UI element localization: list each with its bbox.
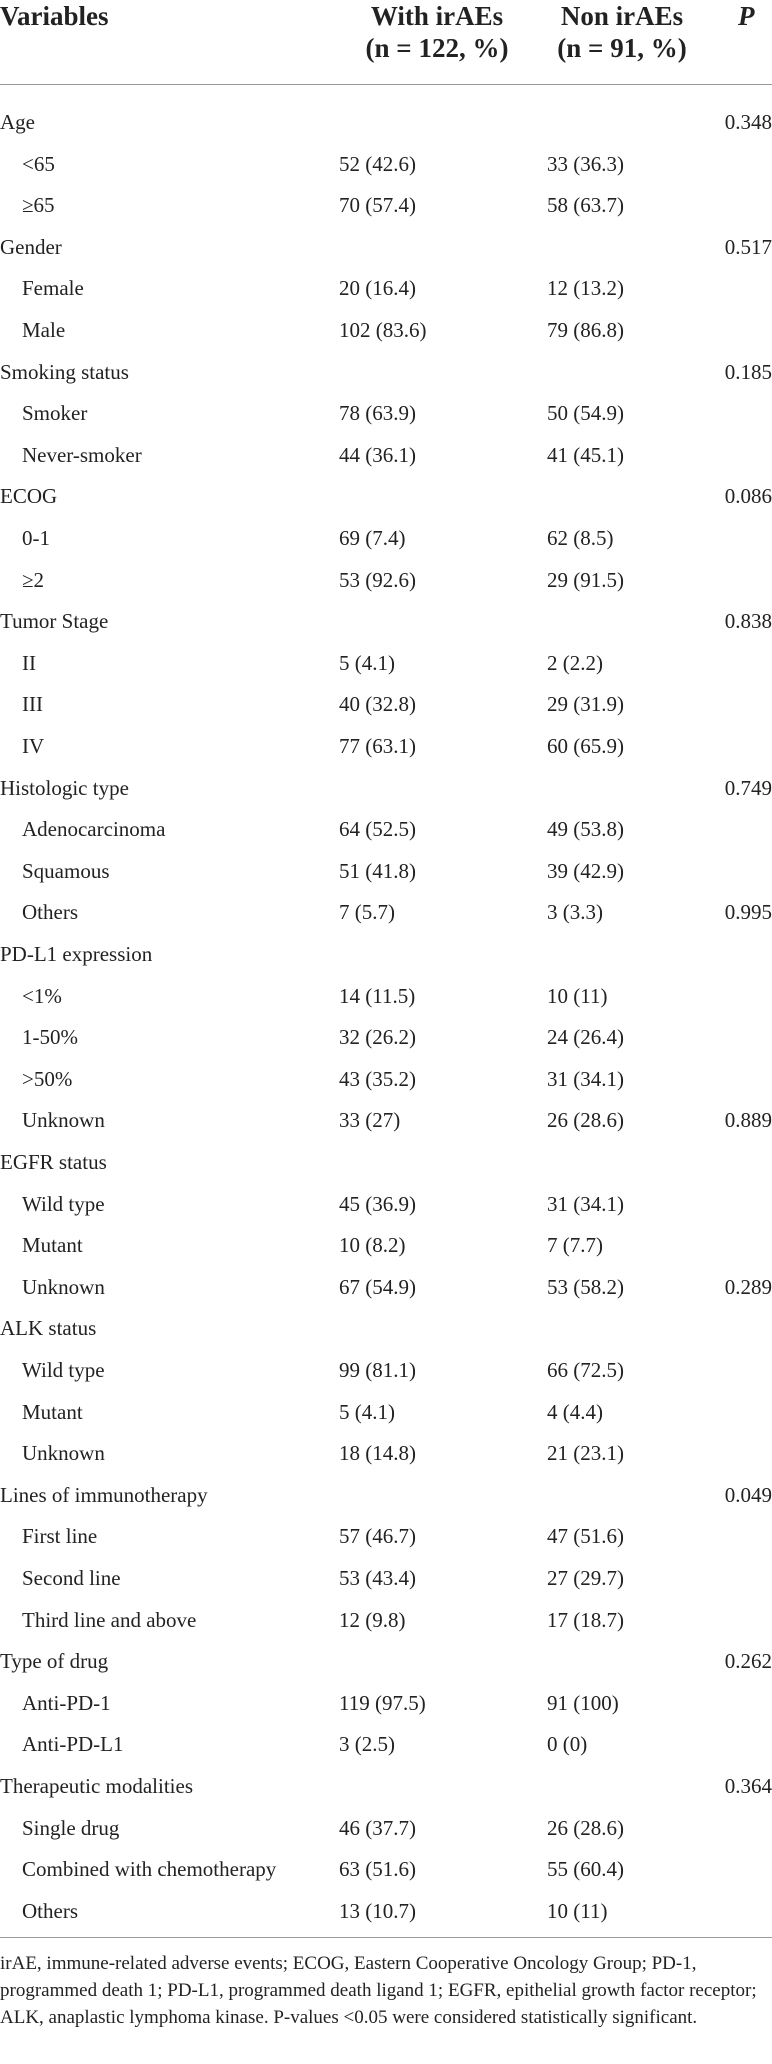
row-non-iraes-value: 55 (60.4): [547, 1857, 624, 1882]
table-row: [0, 1516, 772, 1558]
row-non-iraes-value: 10 (11): [547, 983, 608, 1008]
row-with-iraes-value: 53 (43.4): [339, 1566, 416, 1590]
row-p-value: 0.364: [724, 1774, 772, 1798]
row-label: Lines of immunotherapy: [0, 1482, 208, 1507]
row-non-iraes-value: 41 (45.1): [547, 442, 624, 467]
row-with-iraes-value: 64 (52.5): [339, 817, 416, 842]
row-with-iraes-value: 78 (63.9): [339, 401, 416, 426]
table-row: [0, 518, 772, 560]
row-label: PD-L1 expression: [0, 942, 153, 966]
row-p-value: 0.049: [724, 1482, 772, 1507]
row-with-iraes-value: 57 (46.7): [339, 1524, 416, 1549]
row-with-iraes-value: 3 (2.5): [339, 1732, 395, 1757]
row-label: Combined with chemotherapy: [22, 1857, 277, 1882]
row-label: EGFR status: [0, 1150, 107, 1174]
row-with-iraes-value: 5 (4.1): [339, 1399, 395, 1424]
row-with-iraes-value: 77 (63.1): [339, 734, 416, 758]
row-label: Female: [22, 276, 84, 301]
row-non-iraes-value: 62 (8.5): [547, 526, 614, 550]
row-label: Smoking status: [0, 359, 129, 384]
row-label: Male: [22, 318, 66, 342]
row-with-iraes-value: 46 (37.7): [339, 1815, 416, 1840]
row-label: Anti-PD-1: [22, 1690, 111, 1715]
table-row: [0, 934, 772, 976]
row-p-value: 0.749: [724, 775, 772, 800]
row-p-value: 0.289: [724, 1274, 772, 1299]
row-with-iraes-value: 20 (16.4): [339, 276, 416, 301]
row-p-value: 0.185: [724, 359, 772, 384]
row-label: Squamous: [22, 858, 110, 883]
row-with-iraes-value: 67 (54.9): [339, 1274, 416, 1299]
row-label: Histologic type: [0, 775, 129, 800]
row-non-iraes-value: 50 (54.9): [547, 401, 624, 426]
row-label: Others: [22, 1898, 78, 1923]
row-non-iraes-value: 31 (34.1): [547, 1066, 624, 1091]
row-with-iraes-value: 32 (26.2): [339, 1025, 416, 1050]
table-row: [0, 1392, 772, 1434]
table-row: [0, 185, 772, 227]
table-row: [0, 1017, 772, 1059]
row-label: Type of drug: [0, 1649, 109, 1674]
table-row: [0, 393, 772, 435]
table-row: [0, 851, 772, 893]
row-non-iraes-value: 31 (34.1): [547, 1191, 624, 1216]
table-row: [0, 892, 772, 934]
header-p-value: P: [738, 1, 755, 31]
table-row: [0, 352, 772, 394]
row-non-iraes-value: 79 (86.8): [547, 318, 624, 342]
row-label: Never-smoker: [22, 442, 142, 467]
row-label: Others: [22, 900, 78, 925]
row-non-iraes-value: 12 (13.2): [547, 276, 624, 301]
row-non-iraes-value: 26 (28.6): [547, 1108, 624, 1133]
table-row: [0, 1184, 772, 1226]
table-row: [0, 435, 772, 477]
table-row: [0, 976, 772, 1018]
row-label: Wild type: [22, 1191, 105, 1216]
row-with-iraes-value: 53 (92.6): [339, 567, 416, 592]
table-header: [0, 0, 772, 85]
row-non-iraes-value: 49 (53.8): [547, 817, 624, 842]
table-row: [0, 684, 772, 726]
row-label: ALK status: [0, 1316, 97, 1341]
row-label: 1-50%: [22, 1025, 78, 1050]
table-row: [0, 476, 772, 518]
row-label: Mutant: [22, 1399, 83, 1424]
row-non-iraes-value: 10 (11): [547, 1898, 608, 1923]
row-label: Gender: [0, 234, 62, 259]
row-label: 0-1: [22, 526, 50, 550]
table-row: [0, 1849, 772, 1891]
header-variables: Variables: [0, 1, 109, 31]
row-label: <65: [22, 151, 55, 176]
row-label: First line: [22, 1524, 98, 1549]
header-non-iraes-title: Non irAEs: [560, 1, 684, 31]
row-non-iraes-value: 2 (2.2): [547, 650, 603, 675]
table-row: [0, 1225, 772, 1267]
table-row: [0, 102, 772, 144]
row-label: IV: [22, 734, 45, 758]
table-row: [0, 310, 772, 352]
row-non-iraes-value: 0 (0): [547, 1732, 588, 1757]
row-label: ≥2: [22, 567, 45, 592]
row-non-iraes-value: 60 (65.9): [547, 734, 624, 758]
row-with-iraes-value: 10 (8.2): [339, 1233, 406, 1258]
table-row: [0, 1641, 772, 1683]
table-row: [0, 560, 772, 602]
row-label: Third line and above: [22, 1607, 197, 1632]
row-label: Smoker: [22, 401, 88, 426]
table-row: [0, 1059, 772, 1101]
row-non-iraes-value: 29 (31.9): [547, 692, 624, 717]
row-label: Unknown: [22, 1274, 105, 1299]
row-non-iraes-value: 29 (91.5): [547, 567, 624, 592]
row-label: Wild type: [22, 1358, 105, 1382]
table-row: [0, 1891, 772, 1933]
row-non-iraes-value: 66 (72.5): [547, 1358, 624, 1382]
row-with-iraes-value: 7 (5.7): [339, 900, 395, 925]
row-p-value: 0.995: [724, 900, 772, 925]
row-non-iraes-value: 3 (3.3): [547, 900, 603, 925]
table-row: [0, 601, 772, 643]
table-footnote: irAE, immune-related adverse events; ECOG, Eastern Cooperative Oncology Group; PD-1, programmed death 1; PD-L1, programmed death ligand 1; EGFR, epithelial growth factor receptor; ALK, anaplastic lymphoma kinase. P-values <0.05 were considered statistically significant.: [0, 1953, 757, 2028]
row-with-iraes-value: 70 (57.4): [339, 193, 416, 218]
row-non-iraes-value: 53 (58.2): [547, 1274, 624, 1299]
row-with-iraes-value: 5 (4.1): [339, 650, 395, 675]
table-row: [0, 1308, 772, 1350]
row-non-iraes-value: 39 (42.9): [547, 858, 624, 883]
row-non-iraes-value: 33 (36.3): [547, 151, 624, 176]
row-label: Adenocarcinoma: [22, 817, 166, 842]
row-non-iraes-value: 17 (18.7): [547, 1607, 624, 1632]
row-with-iraes-value: 40 (32.8): [339, 692, 416, 717]
row-label: Therapeutic modalities: [0, 1774, 194, 1798]
row-non-iraes-value: 47 (51.6): [547, 1524, 624, 1549]
row-with-iraes-value: 13 (10.7): [339, 1898, 416, 1923]
row-non-iraes-value: 4 (4.4): [547, 1399, 603, 1424]
table-row: [0, 1267, 772, 1309]
row-with-iraes-value: 52 (42.6): [339, 151, 416, 176]
row-label: Tumor Stage: [0, 609, 109, 634]
table-row: [0, 1558, 772, 1600]
row-label: ECOG: [0, 484, 58, 509]
row-non-iraes-value: 58 (63.7): [547, 193, 624, 218]
row-label: Unknown: [22, 1108, 105, 1133]
table-row: [0, 1808, 772, 1850]
row-label: ≥65: [22, 193, 55, 218]
table-row: [0, 809, 772, 851]
row-with-iraes-value: 69 (7.4): [339, 526, 406, 550]
row-with-iraes-value: 119 (97.5): [339, 1690, 426, 1715]
table-row: [0, 768, 772, 810]
header-non-iraes-n: (n = 91, %): [557, 33, 687, 63]
table-row: [0, 1433, 772, 1475]
table-row: [0, 1350, 772, 1392]
row-label: Unknown: [22, 1441, 105, 1466]
table-row: [0, 1142, 772, 1184]
table-row: [0, 227, 772, 269]
row-label: <1%: [22, 983, 62, 1008]
row-non-iraes-value: 91 (100): [547, 1690, 619, 1715]
row-with-iraes-value: 14 (11.5): [339, 983, 416, 1008]
row-p-value: 0.889: [724, 1108, 772, 1133]
row-with-iraes-value: 18 (14.8): [339, 1441, 416, 1466]
row-label: III: [22, 692, 43, 717]
row-with-iraes-value: 45 (36.9): [339, 1191, 416, 1216]
row-label: >50%: [22, 1066, 73, 1091]
header-with-iraes: [352, 0, 522, 64]
row-non-iraes-value: 7 (7.7): [547, 1233, 603, 1258]
table-row: [0, 1475, 772, 1517]
table-row: [0, 268, 772, 310]
row-non-iraes-value: 26 (28.6): [547, 1815, 624, 1840]
row-label: Single drug: [22, 1815, 120, 1840]
table-row: [0, 144, 772, 186]
row-label: Mutant: [22, 1233, 83, 1258]
row-label: II: [22, 650, 36, 675]
row-with-iraes-value: 63 (51.6): [339, 1857, 416, 1882]
row-non-iraes-value: 24 (26.4): [547, 1025, 624, 1050]
row-non-iraes-value: 21 (23.1): [547, 1441, 624, 1466]
row-p-value: 0.262: [724, 1649, 772, 1674]
row-p-value: 0.517: [724, 234, 772, 259]
table-row: [0, 1100, 772, 1142]
table-row: [0, 1600, 772, 1642]
row-with-iraes-value: 102 (83.6): [339, 318, 427, 342]
row-with-iraes-value: 51 (41.8): [339, 858, 416, 883]
table-row: [0, 1683, 772, 1725]
table-row: [0, 726, 772, 768]
row-with-iraes-value: 44 (36.1): [339, 442, 416, 467]
row-p-value: 0.086: [724, 484, 772, 509]
row-label: Age: [0, 110, 35, 134]
table-row: [0, 643, 772, 685]
footnote-divider: [0, 1937, 772, 1938]
row-with-iraes-value: 43 (35.2): [339, 1066, 416, 1091]
row-label: Second line: [22, 1566, 121, 1590]
table-row: [0, 1724, 772, 1766]
header-with-iraes-title: With irAEs: [370, 1, 504, 31]
row-with-iraes-value: 99 (81.1): [339, 1358, 416, 1382]
row-p-value: 0.838: [724, 609, 772, 634]
row-with-iraes-value: 12 (9.8): [339, 1607, 406, 1632]
row-label: Anti-PD-L1: [22, 1732, 124, 1757]
row-p-value: 0.348: [724, 110, 772, 134]
table-row: [0, 1766, 772, 1808]
header-non-iraes: [547, 0, 697, 64]
row-non-iraes-value: 27 (29.7): [547, 1566, 624, 1590]
header-with-iraes-n: (n = 122, %): [365, 33, 509, 63]
row-with-iraes-value: 33 (27): [339, 1108, 401, 1133]
